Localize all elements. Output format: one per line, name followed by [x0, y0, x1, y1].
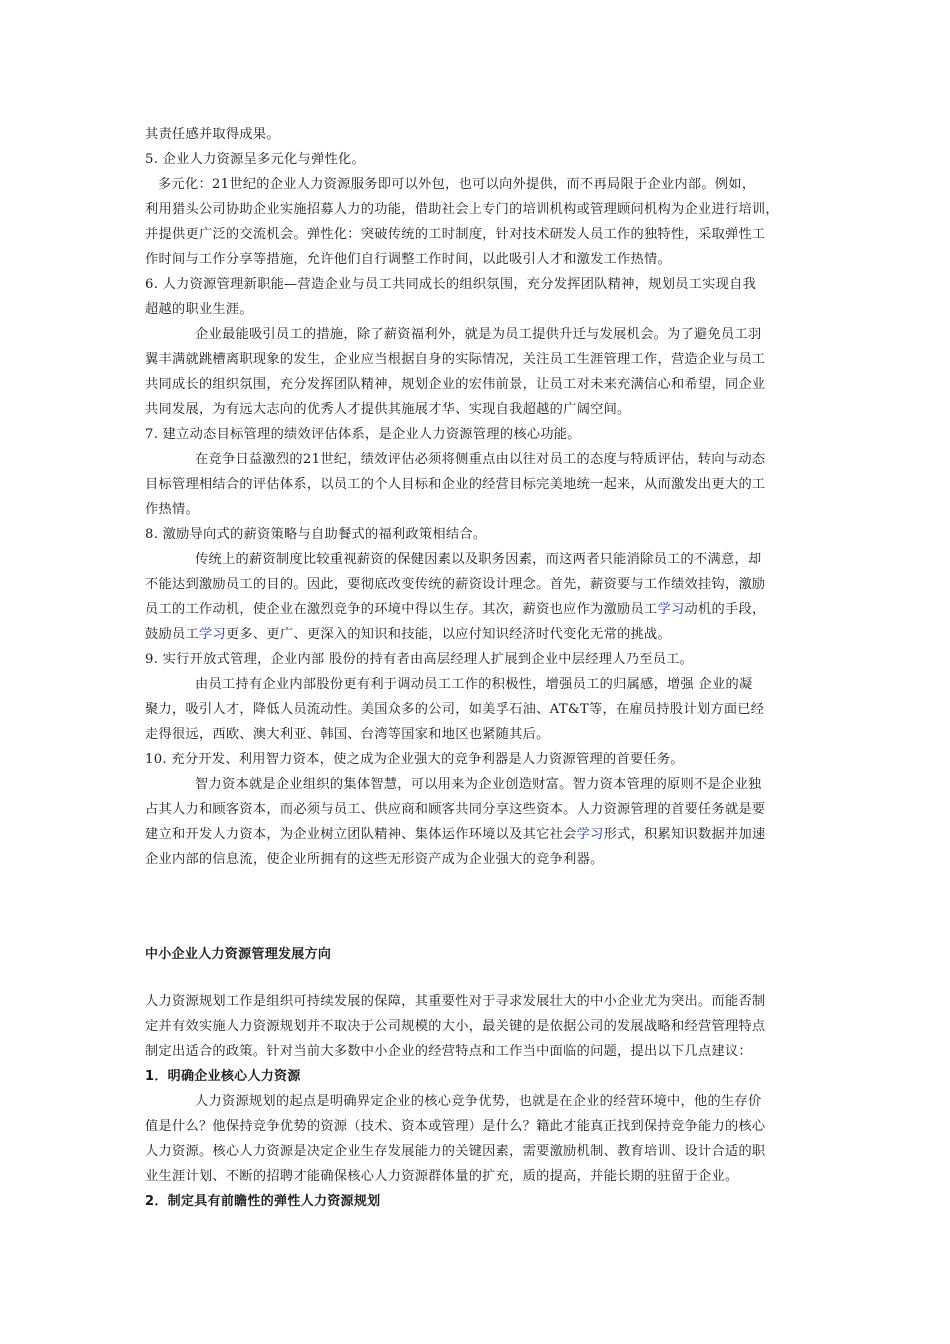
study-link[interactable]: 学习: [198, 627, 226, 642]
section-title: 中小企业人力资源管理发展方向: [145, 947, 332, 962]
text-line: 利用猎头公司协助企业实施招募人力的功能，借助社会上专门的培训机构或管理顾问机构为企业进行培训，: [145, 202, 779, 217]
text-line: 企业内部的信息流，使企业所拥有的这些无形资产成为企业强大的竞争利器。: [145, 852, 604, 867]
text-line: 业生涯计划、不断的招聘才能确保核心人力资源群体量的扩充，质的提高，并能长期的驻留于企业。: [145, 1169, 739, 1184]
text-line: 企业最能吸引员工的措施，除了薪资福利外，就是为员工提供升迁与发展机会。为了避免员工羽: [195, 327, 762, 342]
text-segment: 鼓励员工: [145, 627, 199, 642]
study-link[interactable]: 学习: [576, 827, 604, 842]
text-line: 作热情。: [145, 502, 199, 517]
text-line: [145, 822, 817, 847]
text-line: 人力资源规划的起点是明确界定企业的核心竞争优势，也就是在企业的经营环境中，他的生存价: [195, 1094, 762, 1109]
text-line: 聚力，吸引人才，降低人员流动性。美国众多的公司，如美孚石油、AT&T等，在雇员持股计划方面已经: [145, 702, 765, 717]
text-line: 定并有效实施人力资源规划并不取决于公司规模的大小，最关键的是依据公司的发展战略和经营管理特点: [145, 1019, 766, 1034]
text-segment: 更多、更广、更深入的知识和技能，以应付知识经济时代变化无常的挑战。: [225, 627, 672, 642]
text-line: 智力资本就是企业组织的集体智慧，可以用来为企业创造财富。智力资本管理的原则不是企业独: [195, 777, 762, 792]
text-line: 人力资源规划工作是组织可持续发展的保障，其重要性对于寻求发展壮大的中小企业尤为突出。而能否制: [145, 994, 766, 1009]
text-line: 共同成长的组织氛围，充分发挥团队精神，规划企业的宏伟前景，让员工对未来充满信心和希望，同企业: [145, 377, 766, 392]
text-line: 超越的职业生涯。: [145, 302, 253, 317]
text-line: 不能达到激励员工的目的。因此，要彻底改变传统的薪资设计理念。首先，薪资要与工作绩效挂钩，激励: [145, 577, 766, 592]
subheading-1: 1．明确企业核心人力资源: [145, 1069, 301, 1084]
text-line: 目标管理相结合的评估体系，以员工的个人目标和企业的经营目标完美地统一起来，从而激发出更大的工: [145, 477, 766, 492]
text-line: [145, 597, 817, 622]
body-text-block: [145, 122, 817, 872]
text-line: 人力资源。核心人力资源是决定企业生存发展能力的关键因素，需要激励机制、教育培训、设计合适的职: [145, 1144, 766, 1159]
list-item-5: 5. 企业人力资源呈多元化与弹性化。: [145, 152, 365, 167]
list-item-7: 7. 建立动态目标管理的绩效评估体系，是企业人力资源管理的核心功能。: [145, 427, 581, 442]
text-segment: 形式，积累知识数据并加速: [603, 827, 766, 842]
text-line: 传统上的薪资制度比较重视薪资的保健因素以及职务因素，而这两者只能消除员工的不满意，却: [195, 552, 762, 567]
text-segment: 建立和开发人力资本，为企业树立团队精神、集体运作环境以及其它社会: [145, 827, 577, 842]
text-line: 走得很远，西欧、澳大利亚、韩国、台湾等国家和地区也紧随其后。: [145, 727, 550, 742]
text-line: 制定出适合的政策。针对当前大多数中小企业的经营特点和工作当中面临的问题，提出以下几点建议：: [145, 1044, 752, 1059]
text-line: 由员工持有企业内部股份更有利于调动员工工作的积极性，增强员工的归属感，增强 企业的凝: [195, 677, 753, 692]
text-line: 翼丰满就跳槽离职现象的发生，企业应当根据自身的实际情况，关注员工生涯管理工作，营造企业与员工: [145, 352, 766, 367]
text-line: 其责任感并取得成果。: [145, 127, 280, 142]
text-line: 作时间与工作分享等措施，允许他们自行调整工作时间，以此吸引人才和激发工作热情。: [145, 252, 672, 267]
section-heading: [145, 942, 817, 967]
list-item-9: 9. 实行开放式管理，企业内部 股份的持有者由高层经理人扩展到企业中层经理人乃至员工。: [145, 652, 694, 667]
text-line: [145, 622, 817, 647]
list-item-8: 8. 激励导向式的薪资策略与自助餐式的福利政策相结合。: [145, 527, 487, 542]
text-line: 多元化：21世纪的企业人力资源服务即可以外包，也可以向外提供，而不再局限于企业内部。例如，: [158, 177, 756, 192]
text-line: 在竞争日益激烈的21世纪，绩效评估必须将侧重点由以往对员工的态度与特质评估，转向与动态: [195, 452, 766, 467]
text-segment: 动机的手段，: [684, 602, 766, 617]
body-text-block: [145, 989, 817, 1214]
text-line: 并提供更广泛的交流机会。弹性化：突破传统的工时制度，针对技术研发人员工作的独特性，采取弹性工: [145, 227, 766, 242]
text-line: 值是什么？他保持竞争优势的资源（技术、资本或管理）是什么？籍此才能真正找到保持竞争能力的核心: [145, 1119, 766, 1134]
text-segment: 员工的工作动机，使企业在激烈竞争的环境中得以生存。其次，薪资也应作为激励员工: [145, 602, 658, 617]
text-line: 占其人力和顾客资本，而必须与员工、供应商和顾客共同分享这些资本。人力资源管理的首要任务就是要: [145, 802, 766, 817]
list-item-6: 6. 人力资源管理新职能—营造企业与员工共同成长的组织氛围，充分发挥团队精神，规划员工实现自我: [145, 277, 757, 292]
subheading-2: 2．制定具有前瞻性的弹性人力资源规划: [145, 1194, 381, 1209]
study-link[interactable]: 学习: [657, 602, 685, 617]
text-line: 共同发展，为有远大志向的优秀人才提供其施展才华、实现自我超越的广阔空间。: [145, 402, 631, 417]
list-item-10: 10. 充分开发、利用智力资本，使之成为企业强大的竞争利器是人力资源管理的首要任务。: [145, 752, 684, 767]
